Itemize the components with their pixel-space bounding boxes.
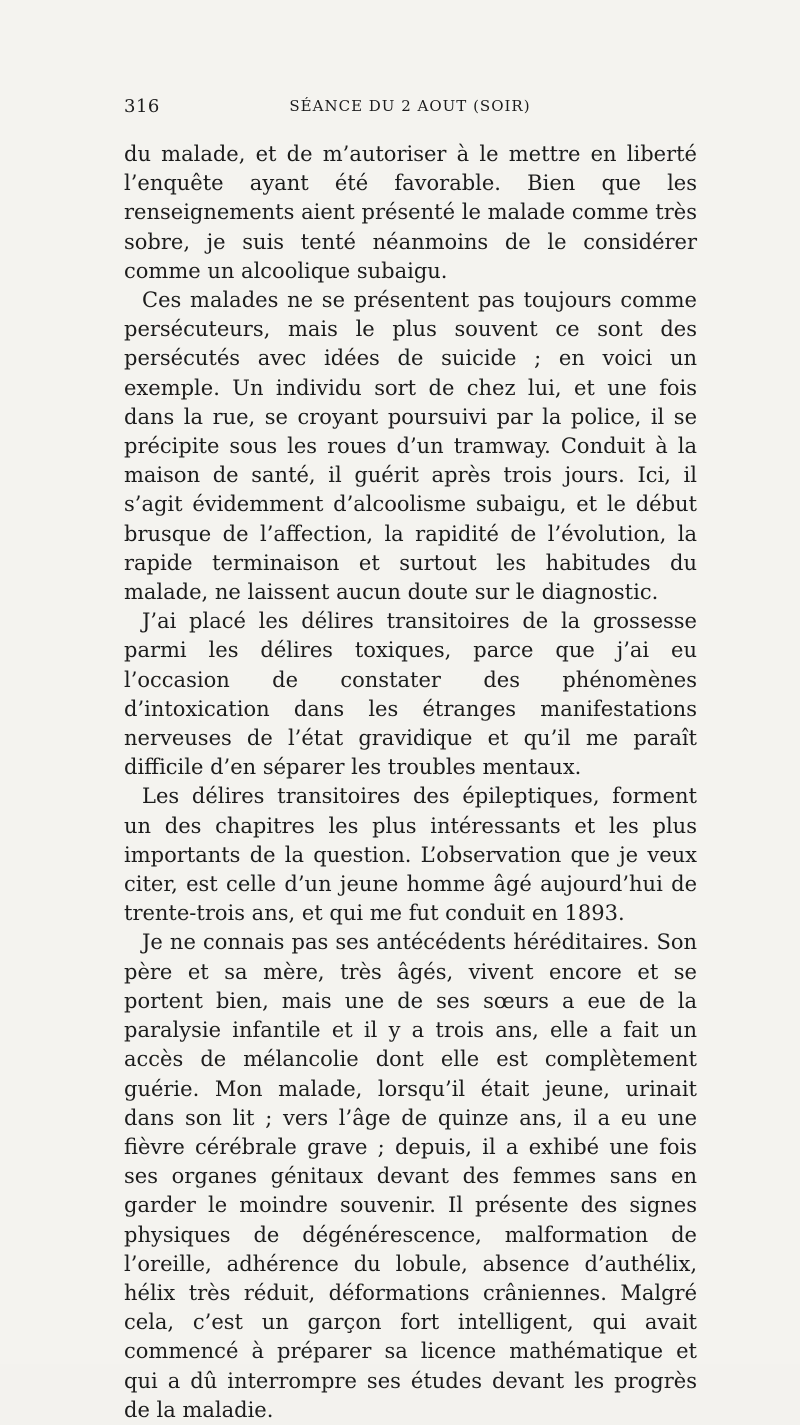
paragraph-epileptics: Les délires transitoires des épileptiques, forment un des chapitres les plus intéressants et les plus importants de la question. L’observation que je veux citer, est celle d’un jeune homme âgé aujourd’hui de trente-trois ans, et qui me fut conduit en 1893.	[124, 784, 697, 926]
page-header	[124, 96, 696, 126]
paragraph-persecutors: Ces malades ne se présentent pas toujours comme persécuteurs, mais le plus souvent ce sont des persécutés avec idées de suicide ; en voici un exemple. Un individu sort de chez lui, et une fois dans la rue, se croyant poursuivi par la police, il se précipite sous les roues d’un tramway. Conduit à la maison de santé, il guérit après trois jours. Ici, il s’agit évidemment d’alcoolisme subaigu, et le début brusque de l’affection, la rapidité de l’évolution, la rapide terminaison et surtout les habitudes du malade, ne laissent aucun doute sur le diagnostic.	[124, 288, 697, 605]
paragraph-pregnancy: J’ai placé les délires transitoires de la grossesse parmi les délires toxiques, parce que j’ai eu l’occasion de constater des phénomènes d’intoxication dans les étranges manifestations nerveuses de l’état gravidique et qu’il me paraît difficile d’en séparer les troubles mentaux.	[124, 609, 697, 780]
body-text	[124, 140, 697, 1425]
paragraph-continuation: du malade, et de m’autoriser à le mettre en liberté l’enquête ayant été favorable. Bien que les renseignements aient présenté le malade comme très sobre, je suis tenté néanmoins de le considérer comme un alcoolique subaigu.	[124, 142, 697, 283]
paragraph-antecedents: Je ne connais pas ses antécédents héréditaires. Son père et sa mère, très âgés, vivent encore et se portent bien, mais une de ses sœurs a eue de la paralysie infantile et il y a trois ans, elle a fait un accès de mélancolie dont elle est complètement guérie. Mon malade, lorsqu’il était jeune, urinait dans son lit ; vers l’âge de quinze ans, il a eu une fièvre cérébrale grave ; depuis, il a exhibé une fois ses organes génitaux devant des femmes sans en garder le moindre souvenir. Il présente des signes physiques de dégénérescence, malformation de l’oreille, adhérence du lobule, absence d’authélix, hélix très réduit, déformations crâniennes. Malgré cela, c’est un garçon fort intelligent, qui avait commencé à préparer sa licence mathématique et qui a dû interrompre ses études devant les progrès de la maladie.	[124, 930, 697, 1422]
running-title: SÉANCE DU 2 AOUT (SOIR)	[289, 97, 531, 115]
page-number: 316	[124, 96, 160, 117]
